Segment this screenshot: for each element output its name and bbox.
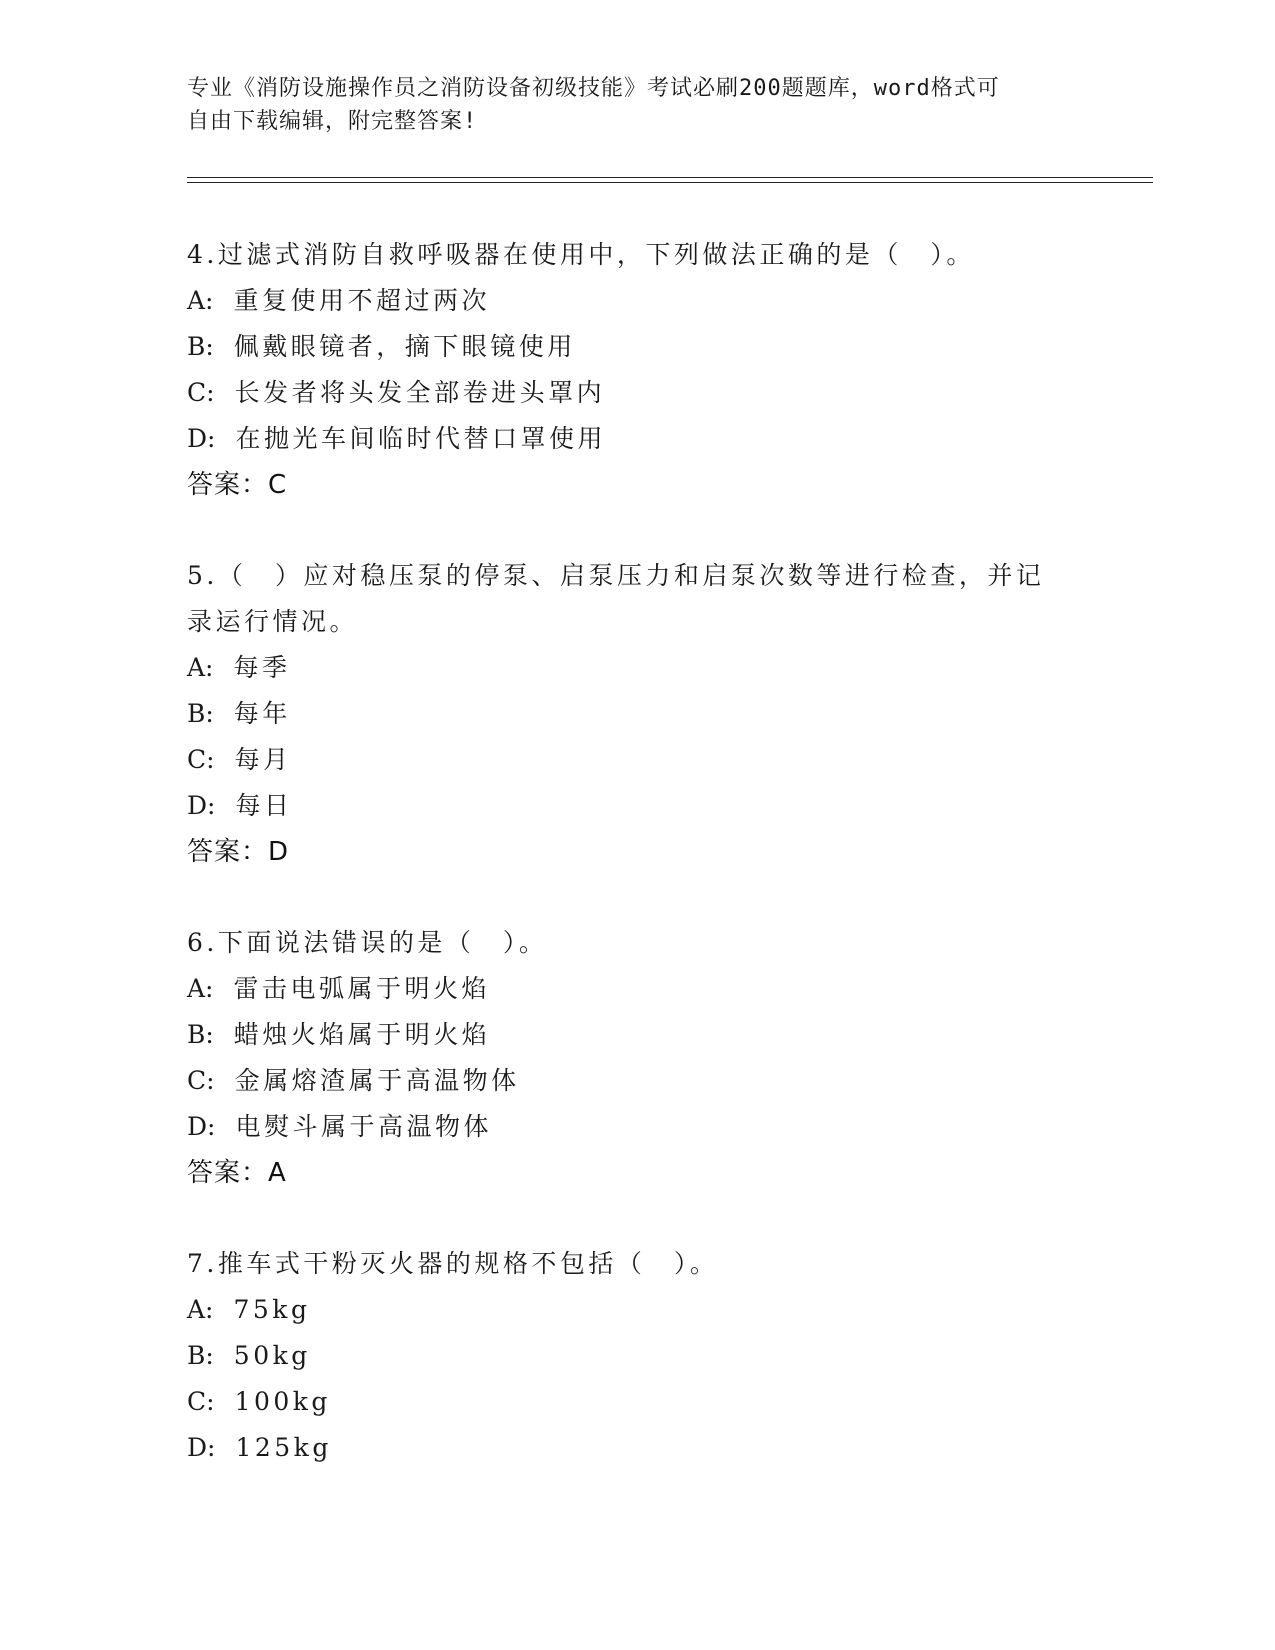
option-a	[187, 278, 1107, 324]
option-a	[187, 1287, 1107, 1333]
option-key: C:	[187, 1387, 215, 1416]
option-a	[187, 966, 1107, 1012]
option-text: 在抛光车间临时代替口罩使用	[235, 424, 606, 453]
option-text: 125kg	[235, 1433, 332, 1462]
option-text: 电熨斗属于高温物体	[235, 1112, 492, 1141]
option-d	[187, 416, 1107, 462]
option-key: D:	[187, 791, 216, 820]
option-text: 每季	[233, 653, 291, 682]
header-divider-top	[187, 177, 1153, 178]
option-key: A:	[187, 1295, 214, 1324]
option-text: 每年	[233, 699, 291, 728]
question-stem: 5.（ ）应对稳压泵的停泵、启泵压力和启泵次数等进行检查，并记	[187, 561, 1045, 590]
option-b	[187, 324, 1107, 370]
question-stem: 6.下面说法错误的是（ ）。	[187, 928, 548, 957]
option-c	[187, 1058, 1107, 1104]
option-b	[187, 1012, 1107, 1058]
option-c	[187, 737, 1107, 783]
option-key: A:	[187, 974, 214, 1003]
option-key: C:	[187, 1066, 215, 1095]
question-5	[187, 553, 1107, 875]
option-key: D:	[187, 424, 216, 453]
option-text: 长发者将头发全部卷进头罩内	[234, 378, 606, 407]
option-b	[187, 691, 1107, 737]
question-4	[187, 232, 1107, 508]
answer: 答案：A	[187, 1158, 287, 1188]
option-text: 佩戴眼镜者，摘下眼镜使用	[233, 332, 576, 361]
option-key: B:	[187, 699, 214, 728]
option-key: C:	[187, 378, 215, 407]
option-c	[187, 1379, 1107, 1425]
answer: 答案：D	[187, 837, 290, 867]
question-stem: 4.过滤式消防自救呼吸器在使用中，下列做法正确的是（ ）。	[187, 240, 975, 269]
option-a	[187, 645, 1107, 691]
option-key: B:	[187, 1341, 214, 1370]
question-6	[187, 920, 1107, 1196]
option-text: 75kg	[233, 1295, 311, 1324]
option-text: 100kg	[234, 1387, 331, 1416]
option-key: B:	[187, 1020, 214, 1049]
option-d	[187, 783, 1107, 829]
option-d	[187, 1425, 1107, 1471]
option-b	[187, 1333, 1107, 1379]
option-text: 每日	[235, 791, 293, 820]
option-key: A:	[187, 286, 214, 315]
header-divider-bottom	[187, 182, 1153, 183]
question-stem-continued: 录运行情况。	[187, 607, 359, 636]
option-text: 金属熔渣属于高温物体	[234, 1066, 520, 1095]
option-key: A:	[187, 653, 214, 682]
document-header	[187, 72, 1067, 138]
question-7	[187, 1241, 1107, 1471]
header-line-2: 自由下载编辑，附完整答案!	[187, 109, 478, 134]
option-key: B:	[187, 332, 214, 361]
option-text: 重复使用不超过两次	[233, 286, 490, 315]
option-c	[187, 370, 1107, 416]
option-key: D:	[187, 1112, 216, 1141]
option-text: 雷击电弧属于明火焰	[233, 974, 490, 1003]
option-key: C:	[187, 745, 215, 774]
option-d	[187, 1104, 1107, 1150]
header-line-1: 专业《消防设施操作员之消防设备初级技能》考试必刷200题题库，word格式可	[187, 76, 1000, 101]
question-list	[187, 232, 1107, 1516]
answer: 答案：C	[187, 470, 288, 500]
option-text: 50kg	[233, 1341, 311, 1370]
option-text: 每月	[234, 745, 292, 774]
option-key: D:	[187, 1433, 216, 1462]
question-stem: 7.推车式干粉灭火器的规格不包括（ ）。	[187, 1249, 719, 1278]
option-text: 蜡烛火焰属于明火焰	[233, 1020, 491, 1049]
